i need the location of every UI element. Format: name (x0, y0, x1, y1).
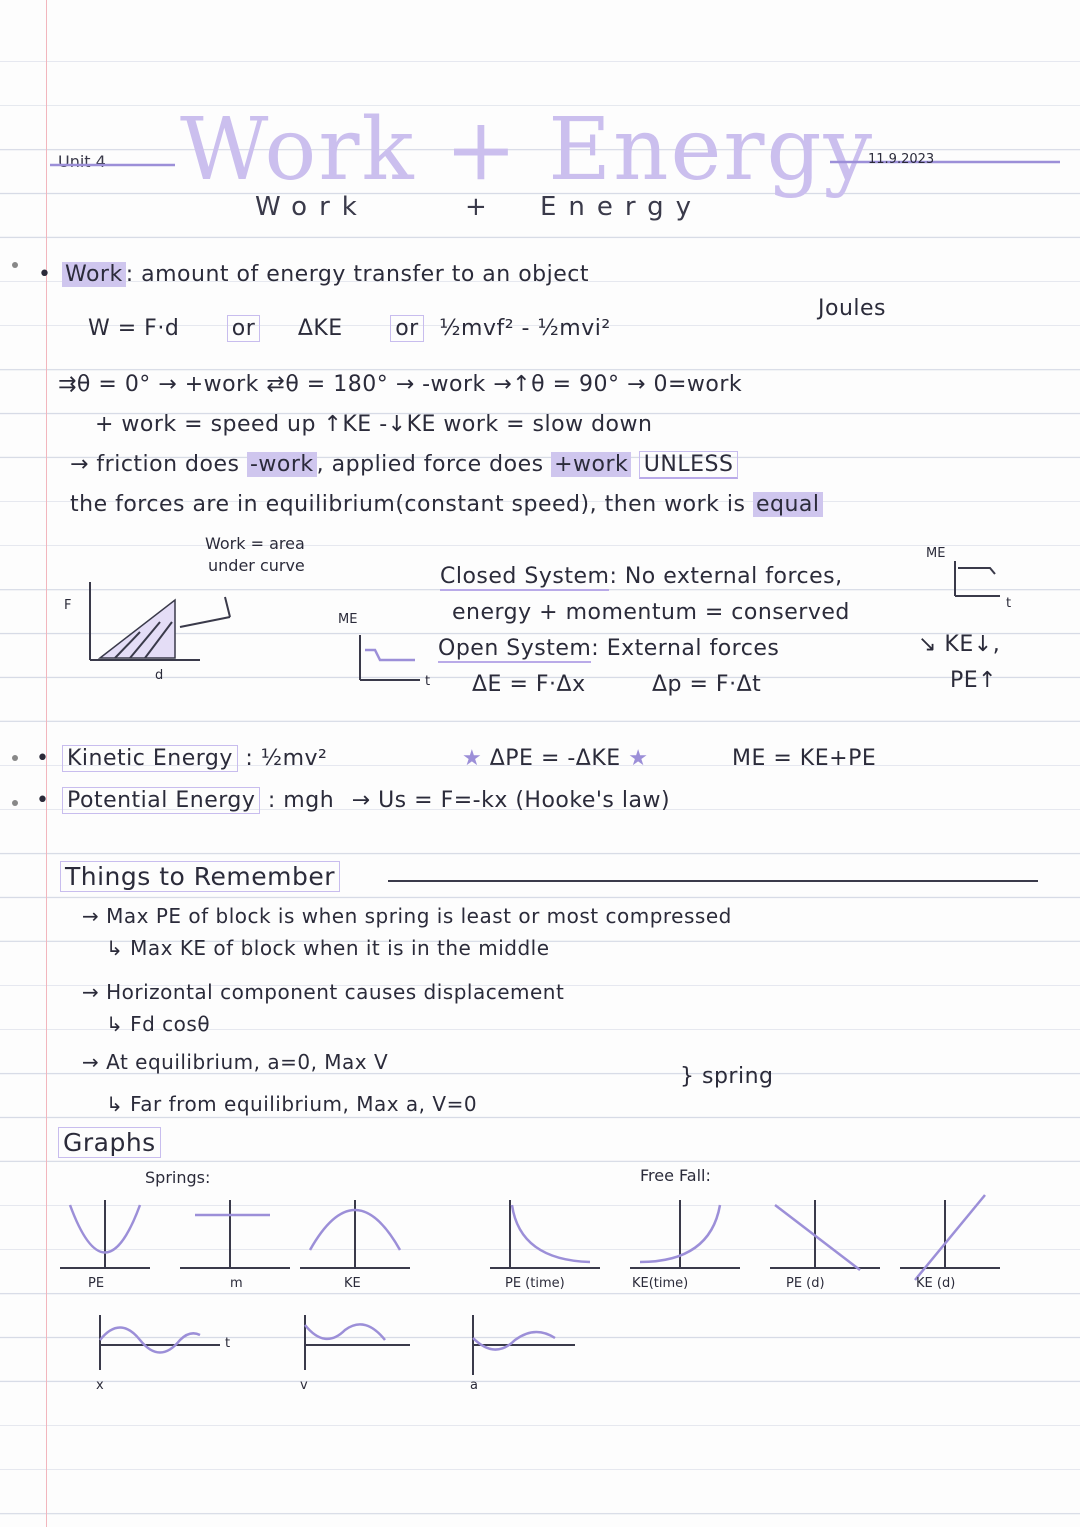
unit-label: Unit 4 (58, 152, 106, 171)
units-joules: Joules (818, 296, 887, 321)
graph-label-pe-time: PE (time) (505, 1276, 565, 1291)
closed-system-term: Closed System (440, 564, 610, 589)
graph-label-ke: KE (344, 1276, 361, 1291)
work-area-caption-2: under curve (208, 556, 305, 575)
equilibrium-rule-b: equal (753, 492, 823, 517)
remember-line-1: → Max PE of block is when spring is least or most compressed (82, 904, 732, 928)
work-definition-line (62, 262, 589, 287)
me-rule: ME = KE+PE (732, 746, 877, 771)
or-box-1: or (227, 315, 261, 342)
pe-spring: → Us = F=-kx (Hooke's law) (351, 788, 671, 813)
open-system-line (438, 636, 779, 661)
pe-up: PE↑ (950, 668, 998, 693)
right-me-label: ME (926, 546, 946, 561)
subtitle-work: Work (255, 192, 369, 222)
remember-heading-text: Things to Remember (60, 861, 340, 892)
open-system-term: Open System (438, 636, 592, 661)
graph-label-pe-d: PE (d) (786, 1276, 825, 1291)
springs-label: Springs: (145, 1168, 211, 1187)
equilibrium-rule-a: the forces are in equilibrium(constant speed), then work is (70, 492, 746, 517)
page-title: Work + Energy (180, 100, 875, 200)
right-me-t-label: t (1006, 596, 1012, 611)
friction-rule-a: → friction does (70, 452, 240, 477)
bullet-ke: • (36, 746, 50, 771)
free-fall-label: Free Fall: (640, 1166, 711, 1185)
bullet-work: • (38, 262, 52, 287)
or-box-2: or (390, 315, 424, 342)
graphs-heading (58, 1128, 161, 1157)
work-term: Work (62, 262, 126, 287)
graph-label-m: m (230, 1276, 243, 1291)
date: 11.9.2023 (868, 152, 935, 167)
right-me-graph (950, 556, 1010, 606)
wave-label-x: x (96, 1378, 104, 1393)
pe-formula: : mgh (267, 788, 335, 813)
friction-rule (70, 452, 738, 477)
energy-graphs (0, 1190, 1080, 1290)
work-area-caption-1: Work = area (205, 534, 305, 553)
graph-label-ke-time: KE(time) (632, 1276, 689, 1291)
open-system-def: : External forces (591, 636, 780, 661)
delta-e-formula: ΔE = F·Δx (472, 672, 586, 697)
ke-formula: : ½mv² (245, 746, 328, 771)
remember-heading (60, 862, 340, 891)
closed-system-line (440, 564, 843, 589)
remember-line-2: ↳ Max KE of block when it is in the middle (106, 936, 550, 960)
friction-neg-work: -work (247, 452, 317, 477)
speed-rule: + work = speed up ↑KE -↓KE work = slow down (95, 412, 653, 437)
subtitle-energy: Energy (540, 192, 704, 222)
remember-line-3: → Horizontal component causes displacement (82, 980, 565, 1004)
graph-label-ke-d: KE (d) (916, 1276, 956, 1291)
bullet-pe: • (36, 788, 50, 813)
unless-box: UNLESS (639, 451, 739, 479)
work-graph-x-label: d (155, 668, 164, 683)
work-graph-y-label: F (64, 598, 72, 613)
delta-pe-rule (462, 746, 648, 771)
spring-note: } spring (680, 1064, 774, 1089)
graphs-heading-text: Graphs (58, 1127, 161, 1158)
ke-line (62, 746, 327, 771)
angle-rules: ⇉θ = 0° → +work ⇄θ = 180° → -work →↑θ = 90° → 0=work (58, 372, 743, 397)
work-area-graph (80, 582, 280, 672)
work-formula-line (88, 316, 611, 341)
remember-line-5: → At equilibrium, a=0, Max V (82, 1050, 389, 1074)
formula-kinetic-diff: ½mvf² - ½mvi² (439, 316, 611, 341)
ke-down: ↘ KE↓, (918, 632, 1001, 657)
closed-system-def: : No external forces, (609, 564, 843, 589)
work-definition: : amount of energy transfer to an object (125, 262, 590, 287)
remember-heading-rule (388, 876, 1080, 886)
equilibrium-rule (70, 492, 823, 517)
star-icon: ★ (628, 746, 649, 771)
wave-graphs (0, 1310, 1080, 1390)
wave-label-v: v (300, 1378, 308, 1393)
delta-pe-text: ΔPE = -ΔKE (489, 746, 621, 771)
graph-label-pe: PE (88, 1276, 105, 1291)
remember-line-6: ↳ Far from equilibrium, Max a, V=0 (106, 1092, 478, 1116)
pe-term: Potential Energy (62, 787, 260, 814)
formula-w-fd: W = F·d (88, 316, 180, 341)
subtitle-plus: + (465, 192, 499, 222)
closed-system-conserved: energy + momentum = conserved (452, 600, 850, 625)
wave-label-a: a (470, 1378, 478, 1393)
friction-pos-work: +work (551, 452, 631, 477)
wave-t-label: t (225, 1336, 231, 1351)
me-graph (355, 630, 435, 690)
me-graph-t-label: t (425, 674, 431, 689)
me-graph-label: ME (338, 612, 358, 627)
remember-line-4: ↳ Fd cosθ (106, 1012, 211, 1036)
pe-line (62, 788, 670, 813)
delta-p-formula: Δp = F·Δt (652, 672, 762, 697)
formula-delta-ke: ΔKE (297, 316, 343, 341)
friction-rule-b: , applied force does (316, 452, 544, 477)
star-icon: ★ (462, 746, 483, 771)
ke-term: Kinetic Energy (62, 745, 238, 772)
